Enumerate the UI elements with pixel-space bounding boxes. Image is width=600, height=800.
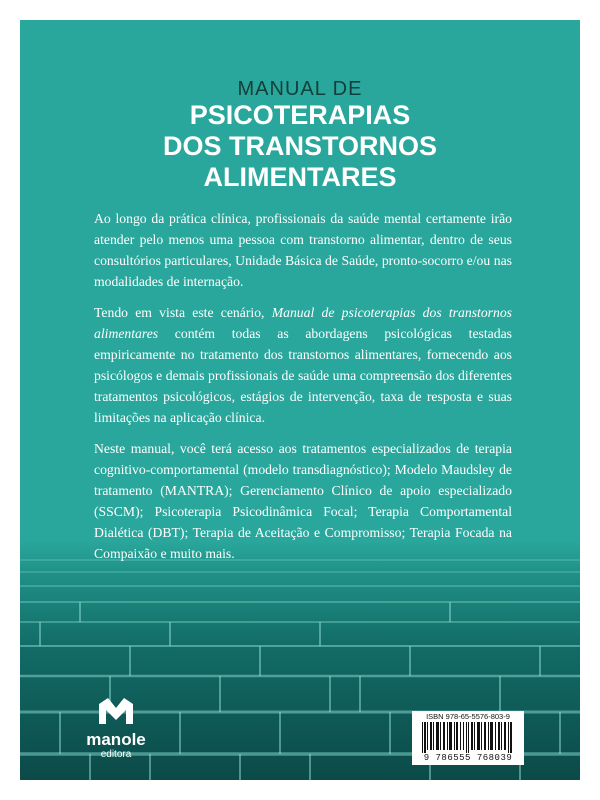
p2-start: Tendo em vista este cenário, [94, 305, 272, 320]
title-line-manual-de: MANUAL DE [237, 78, 363, 100]
barcode-digits: 9 786555 768039 [423, 753, 513, 763]
book-title [20, 78, 580, 193]
publisher-name: manole [86, 730, 146, 749]
isbn-label: ISBN 978-65-5576-803-9 [426, 712, 510, 721]
manole-mark-icon [96, 696, 136, 726]
title-line-psicoterapias: PSICOTERAPIAS [189, 100, 411, 130]
title-line-dos-transtornos: DOS TRANSTORNOS [162, 131, 438, 161]
synopsis [94, 208, 512, 574]
publisher-logo [76, 696, 156, 761]
synopsis-paragraph-3: Neste manual, você terá acesso aos tratamentos especializados de terapia cognitivo-comportamental (modelo transdiagnóstico); Modelo Maudsley de tratamento (MANTRA); Gerenciamento Clínico de apoio especializado (SSCM); Psicoterapia Psicodinâmica Focal; Terapia Comportamental Dialética (DBT); Terapia de Aceitação e Compromisso; Terapia Focada na Compaixão e muito mais. [94, 441, 512, 561]
p2-end: contém todas as abordagens psicológicas testadas empiricamente no tratamento dos transtornos alimentares, fornecendo aos psicólogos e demais profissionais de saúde uma compreensão dos diferentes tratamentos psicológicos, estágios de intervenção, taxa de resposta e suas limitações na aplicação clínica. [94, 326, 512, 425]
publisher-sub: editora [100, 749, 132, 760]
book-back-cover [20, 20, 580, 780]
title-line-alimentares: ALIMENTARES [203, 162, 397, 192]
p2-book-title: Manual de psicoterapias dos transtornos alimentares [94, 305, 513, 341]
synopsis-paragraph-2 [94, 302, 512, 428]
synopsis-paragraph-1: Ao longo da prática clínica, profissionais da saúde mental certamente irão atender pelo menos uma pessoa com transtorno alimentar, dentro de seus consultórios particulares, Unidade Básica de Saúde, pronto-socorro e/ou nas modalidades de internação. [94, 211, 512, 289]
isbn-barcode [412, 711, 524, 765]
